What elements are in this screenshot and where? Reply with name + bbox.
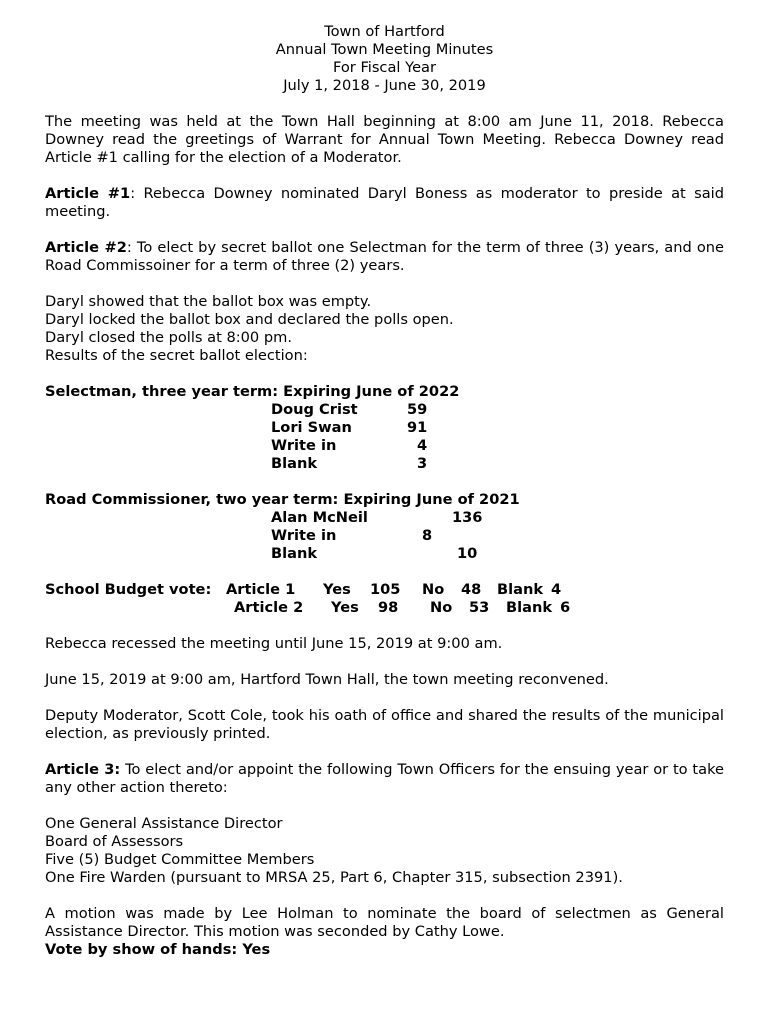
ballot-line: Results of the secret ballot election: (45, 347, 308, 364)
deputy-paragraph: Deputy Moderator, Scott Cole, took his oath of office and shared the results of the municipal election, as previously printed. (45, 707, 724, 742)
candidate-name: Lori Swan (271, 419, 352, 436)
document-title: Annual Town Meeting Minutes (275, 41, 494, 58)
vote-count: 136 (452, 509, 483, 526)
article-1-label: Article #1 (45, 185, 131, 202)
no-label: No (422, 581, 445, 598)
article-1-paragraph (45, 185, 724, 221)
blank-count: 4 (551, 581, 562, 598)
article-3-paragraph (45, 761, 724, 797)
town-name: Town of Hartford (324, 23, 445, 40)
road-commissioner-results (45, 491, 724, 563)
budget-row (45, 599, 724, 617)
road-commissioner-heading: Road Commissioner, two year term: Expiring June of 2021 (45, 491, 520, 508)
result-row (45, 455, 724, 473)
vote-count: 3 (417, 455, 428, 472)
article-label: Article 2 (234, 599, 304, 616)
intro-paragraph: The meeting was held at the Town Hall beginning at 8:00 am June 11, 2018. Rebecca Downey read the greetings of Warrant for Annual Town Meeting. Rebecca Downey read Article #1 calling for the election of a Moderator. (45, 113, 724, 166)
candidate-name: Blank (271, 545, 318, 562)
vote-count: 59 (407, 401, 428, 418)
article-2-text: : To elect by secret ballot one Selectman for the term of three (3) years, and one Road Commissoiner for a term of three (2) years. (45, 239, 724, 274)
ballot-line: Daryl showed that the ballot box was empty. (45, 293, 372, 310)
article-3-label: Article 3: (45, 761, 121, 778)
yes-label: Yes (331, 599, 359, 616)
no-count: 53 (469, 599, 490, 616)
result-row (45, 509, 724, 527)
yes-count: 105 (370, 581, 401, 598)
blank-label: Blank (497, 581, 544, 598)
ballot-line: Daryl closed the polls at 8:00 pm. (45, 329, 292, 346)
vote-result: Vote by show of hands: Yes (45, 941, 271, 958)
selectman-heading: Selectman, three year term: Expiring June of 2022 (45, 383, 460, 400)
candidate-name: Blank (271, 455, 318, 472)
result-row (45, 527, 724, 545)
no-count: 48 (461, 581, 482, 598)
ballot-line: Daryl locked the ballot box and declared the polls open. (45, 311, 454, 328)
result-row (45, 545, 724, 563)
result-row (45, 419, 724, 437)
officer-item: One General Assistance Director (45, 815, 283, 832)
no-label: No (430, 599, 453, 616)
yes-count: 98 (378, 599, 399, 616)
officer-item: Five (5) Budget Committee Members (45, 851, 315, 868)
officer-list (45, 815, 724, 887)
vote-count: 10 (457, 545, 478, 562)
school-budget-label: School Budget vote: (45, 581, 212, 598)
vote-count: 91 (407, 419, 428, 436)
budget-row (45, 581, 724, 599)
document-header (45, 23, 724, 95)
officer-item: Board of Assessors (45, 833, 184, 850)
blank-label: Blank (506, 599, 553, 616)
article-label: Article 1 (226, 581, 296, 598)
article-3-text: To elect and/or appoint the following Town Officers for the ensuing year or to take any other action thereto: (45, 761, 725, 796)
ballot-procedure (45, 293, 724, 365)
candidate-name: Write in (271, 527, 337, 544)
motion-paragraph: A motion was made by Lee Holman to nominate the board of selectmen as General Assistance Director. This motion was seconded by Cathy Lowe. (45, 905, 724, 940)
vote-count: 4 (417, 437, 428, 454)
fiscal-year-range: July 1, 2018 - June 30, 2019 (283, 77, 486, 94)
blank-count: 6 (560, 599, 571, 616)
article-1-text: : Rebecca Downey nominated Daryl Boness as moderator to preside at said meeting. (45, 185, 724, 220)
article-2-label: Article #2 (45, 239, 127, 256)
candidate-name: Doug Crist (271, 401, 358, 418)
candidate-name: Alan McNeil (271, 509, 368, 526)
yes-label: Yes (323, 581, 351, 598)
article-2-paragraph (45, 239, 724, 275)
candidate-name: Write in (271, 437, 337, 454)
result-row (45, 401, 724, 419)
fiscal-year-label: For Fiscal Year (333, 59, 436, 76)
reconvene-paragraph: June 15, 2019 at 9:00 am, Hartford Town Hall, the town meeting reconvened. (45, 671, 609, 688)
document-page (45, 23, 724, 959)
officer-item: One Fire Warden (pursuant to MRSA 25, Part 6, Chapter 315, subsection 2391). (45, 869, 623, 886)
recess-paragraph: Rebecca recessed the meeting until June 15, 2019 at 9:00 am. (45, 635, 503, 652)
school-budget-vote (45, 581, 724, 617)
result-row (45, 437, 724, 455)
vote-count: 8 (422, 527, 433, 544)
selectman-results (45, 383, 724, 473)
